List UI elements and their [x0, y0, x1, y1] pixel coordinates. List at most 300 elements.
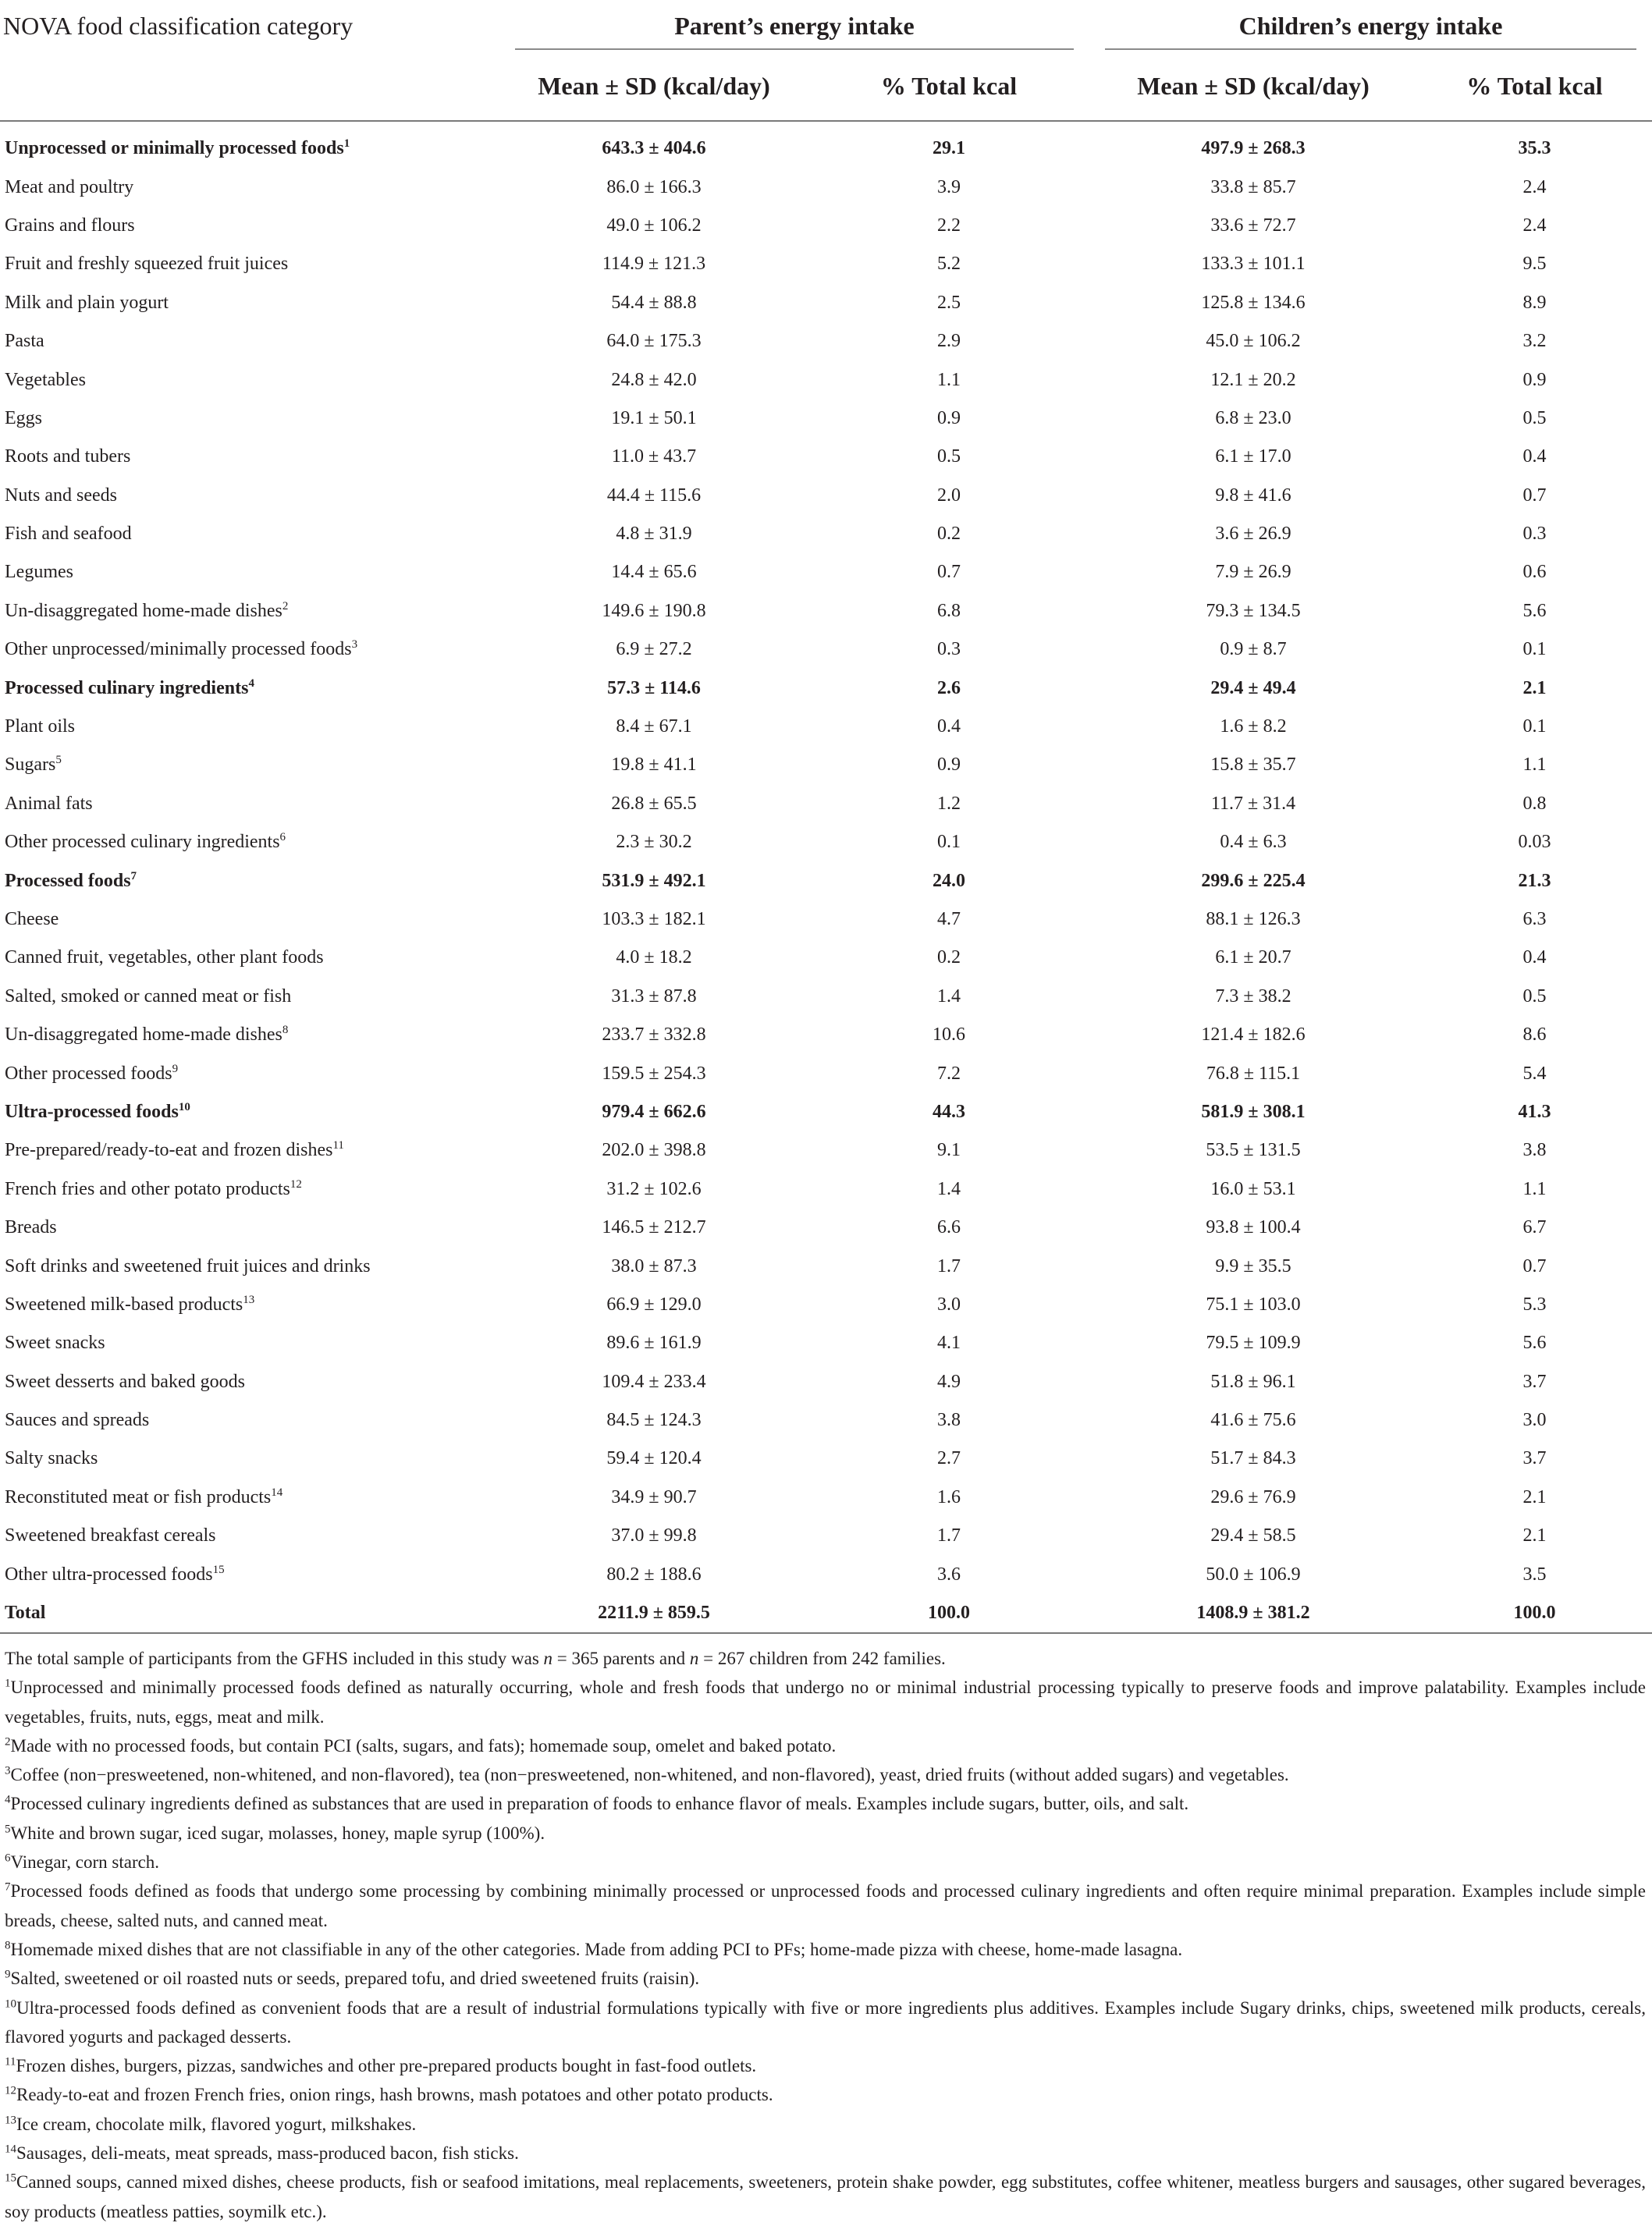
row-category-text: Salty snacks: [5, 1448, 98, 1469]
sample-n-parents-symbol: n: [543, 1649, 553, 1668]
footnote-text: Homemade mixed dishes that are not classifiable in any of the other categories. Made from adding PCI to PFs; home-made pizza with cheese, home-made lasagna.: [10, 1939, 1183, 1959]
parents-mean-sd-cell: 37.0 ± 99.8: [611, 1525, 697, 1546]
table-row: [0, 939, 1652, 977]
header-row-groups: [0, 0, 1652, 51]
parents-mean-sd-cell: 19.8 ± 41.1: [611, 755, 697, 776]
table-row: [0, 553, 1652, 591]
row-category-label: [0, 553, 499, 591]
table-row: [0, 207, 1652, 245]
children-mean-sd-cell: 1.6 ± 8.2: [1220, 716, 1287, 737]
children-pct-cell: 0.03: [1518, 832, 1551, 853]
row-category-text: Pre-prepared/ready-to-eat and frozen dishes: [5, 1140, 333, 1161]
row-category-label: [0, 207, 499, 245]
children-mean-sd-cell: 51.7 ± 84.3: [1210, 1448, 1296, 1469]
children-mean-sd-cell: 6.1 ± 20.7: [1215, 947, 1291, 968]
row-category-label: [0, 1555, 499, 1593]
table-row: [0, 592, 1652, 630]
children-mean-sd-cell: 9.8 ± 41.6: [1215, 485, 1291, 506]
row-category-text: Roots and tubers: [5, 446, 131, 467]
footnote: [5, 1673, 1646, 1731]
sample-note-text-c: = 267 children from 242 families.: [698, 1649, 946, 1668]
children-mean-sd-cell: 1408.9 ± 381.2: [1089, 1594, 1417, 1633]
table-row: [0, 1363, 1652, 1401]
parents-group-header: [499, 0, 1089, 51]
footnote-number: 8: [5, 1939, 11, 1952]
table-row: [0, 438, 1652, 476]
footnote-text: White and brown sugar, iced sugar, molasses, honey, maple syrup (100%).: [10, 1823, 545, 1843]
row-category-text: Sweet snacks: [5, 1333, 105, 1354]
children-mean-sd-cell: 15.8 ± 35.7: [1210, 755, 1296, 776]
row-category-text: Other processed foods: [5, 1063, 172, 1084]
parents-mean-sd-cell: 6.9 ± 27.2: [616, 639, 692, 660]
row-category-text: Other processed culinary ingredients: [5, 832, 280, 853]
children-pct-cell: 0.4: [1522, 947, 1547, 968]
children-pct-cell: 8.9: [1522, 292, 1547, 313]
parents-pct-cell: 1.7: [937, 1525, 961, 1546]
row-category-text: Canned fruit, vegetables, other plant foods: [5, 947, 324, 968]
table-row: [0, 515, 1652, 553]
parents-pct-cell: 3.0: [937, 1294, 961, 1315]
table-row: [0, 1209, 1652, 1247]
children-mean-sd-cell: 7.3 ± 38.2: [1215, 985, 1291, 1007]
category-column-header: NOVA food classification category: [3, 11, 353, 40]
children-pct-cell: 0.1: [1522, 639, 1547, 660]
parents-pct-cell: 2.6: [937, 677, 961, 698]
row-category-text: Eggs: [5, 407, 42, 428]
table-row: [0, 477, 1652, 515]
row-category-label: [0, 978, 499, 1016]
parents-pct-cell: 1.2: [937, 793, 961, 814]
footnote-marker: 4: [248, 676, 254, 690]
row-category-label: [0, 245, 499, 283]
row-category-label: [0, 1170, 499, 1209]
footnote-number: 5: [5, 1823, 11, 1836]
table-row: [0, 1324, 1652, 1362]
children-mean-sd-cell: 79.3 ± 134.5: [1206, 600, 1301, 621]
footnote: [5, 2139, 1646, 2168]
footnote-text: Salted, sweetened or oil roasted nuts or seeds, prepared tofu, and dried sweetened fruits (raisin).: [10, 1969, 700, 1989]
footnote-number: 11: [5, 2055, 16, 2068]
children-mean-sd-cell: 41.6 ± 75.6: [1210, 1410, 1296, 1431]
row-category-label: [0, 1093, 499, 1131]
row-category-label: [0, 900, 499, 939]
parents-pct-cell: 0.1: [937, 832, 961, 853]
table-row: [0, 785, 1652, 823]
children-mean-sd-cell: 29.4 ± 58.5: [1210, 1525, 1296, 1546]
children-mean-sd-cell: 299.6 ± 225.4: [1201, 870, 1306, 891]
row-category-text: Nuts and seeds: [5, 485, 117, 506]
row-category-text: Sugars: [5, 755, 56, 776]
children-pct-cell: 3.7: [1522, 1371, 1547, 1392]
parents-mean-sd-cell: 2.3 ± 30.2: [616, 832, 692, 853]
footnote-number: 12: [5, 2084, 16, 2097]
footnote-text: Sausages, deli-meats, meat spreads, mass-produced bacon, fish sticks.: [16, 2143, 519, 2164]
children-group-header: [1089, 0, 1652, 51]
children-mean-sd-header: Mean ± SD (kcal/day): [1089, 51, 1417, 121]
children-pct-cell: 2.1: [1522, 1486, 1547, 1507]
row-category-text: Vegetables: [5, 369, 86, 390]
row-category-label: [0, 322, 499, 360]
children-pct-cell: 0.6: [1522, 562, 1547, 583]
row-category-label: [0, 1324, 499, 1362]
parents-mean-sd-cell: 103.3 ± 182.1: [602, 909, 706, 929]
row-category-label: [0, 861, 499, 900]
parents-pct-cell: 3.8: [937, 1410, 961, 1431]
children-pct-cell: 0.7: [1522, 1255, 1547, 1277]
table-row: [0, 861, 1652, 900]
row-category-label: [0, 121, 499, 168]
footnote-marker: 12: [290, 1177, 302, 1191]
row-category-text: Meat and poultry: [5, 176, 134, 197]
children-pct-cell: 9.5: [1522, 254, 1547, 275]
children-pct-cell: 3.8: [1522, 1140, 1547, 1161]
row-category-text: Pasta: [5, 331, 44, 352]
children-mean-sd-cell: 45.0 ± 106.2: [1206, 331, 1301, 352]
children-mean-sd-cell: 9.9 ± 35.5: [1215, 1255, 1291, 1277]
children-mean-sd-cell: 6.8 ± 23.0: [1215, 407, 1291, 428]
children-pct-cell: 2.1: [1522, 677, 1547, 698]
footnote-text: Processed foods defined as foods that undergo some processing by combining minimally processed or unprocessed foods and processed culinary ingredients and often require minimal preparation. Examples include simple breads, cheese, salted nuts, and canned meat.: [5, 1881, 1646, 1930]
children-pct-cell: 35.3: [1518, 138, 1551, 159]
parents-pct-cell: 100.0: [808, 1594, 1089, 1633]
footnote-number: 2: [5, 1735, 11, 1749]
row-category-label: [0, 939, 499, 977]
table-footnotes: [5, 1644, 1646, 2226]
row-category-label: [0, 669, 499, 707]
children-mean-sd-cell: 88.1 ± 126.3: [1206, 909, 1301, 929]
parents-mean-sd-cell: 146.5 ± 212.7: [602, 1217, 706, 1238]
table-row: [0, 168, 1652, 206]
row-category-label: [0, 1363, 499, 1401]
footnote-marker: 1: [343, 137, 350, 151]
children-pct-header: % Total kcal: [1417, 51, 1652, 121]
children-pct-cell: 1.1: [1522, 1178, 1547, 1199]
table-row: [0, 245, 1652, 283]
parents-mean-sd-cell: 19.1 ± 50.1: [611, 407, 697, 428]
children-pct-cell: 5.3: [1522, 1294, 1547, 1315]
row-category-text: Sweetened milk-based products: [5, 1294, 243, 1315]
row-category-text: Grains and flours: [5, 215, 135, 236]
row-category-label: [0, 1016, 499, 1054]
parents-pct-cell: 10.6: [933, 1024, 965, 1046]
footnote: [5, 2168, 1646, 2226]
children-mean-sd-cell: 7.9 ± 26.9: [1215, 562, 1291, 583]
row-category-label: [0, 1440, 499, 1478]
children-mean-sd-cell: 76.8 ± 115.1: [1206, 1063, 1301, 1084]
children-pct-cell: 5.4: [1522, 1063, 1547, 1084]
parents-mean-sd-cell: 57.3 ± 114.6: [607, 677, 701, 698]
footnote: [5, 1935, 1646, 1964]
parents-pct-cell: 0.5: [937, 446, 961, 467]
parents-mean-sd-cell: 89.6 ± 161.9: [606, 1333, 702, 1354]
parents-pct-cell: 0.3: [937, 639, 961, 660]
parents-mean-sd-cell: 4.0 ± 18.2: [616, 947, 692, 968]
header-row-columns: [0, 51, 1652, 121]
footnote-text: Made with no processed foods, but contain PCI (salts, sugars, and fats); homemade soup, omelet and baked potato.: [10, 1735, 837, 1756]
footnote-number: 4: [5, 1793, 11, 1806]
footnote-text: Ready-to-eat and frozen French fries, onion rings, hash browns, mash potatoes and other potato products.: [16, 2085, 773, 2105]
parents-mean-sd-cell: 643.3 ± 404.6: [602, 138, 706, 159]
children-pct-cell: 3.7: [1522, 1448, 1547, 1469]
parents-pct-cell: 29.1: [933, 138, 965, 159]
table-row: [0, 322, 1652, 360]
parents-mean-sd-cell: 8.4 ± 67.1: [616, 716, 692, 737]
children-mean-sd-cell: 29.6 ± 76.9: [1210, 1486, 1296, 1507]
parents-pct-cell: 9.1: [937, 1140, 961, 1161]
row-category-text: Cheese: [5, 909, 59, 929]
table-row: [0, 1170, 1652, 1209]
children-pct-cell: 8.6: [1522, 1024, 1547, 1046]
parents-mean-sd-cell: 44.4 ± 115.6: [606, 485, 702, 506]
row-category-label: [0, 1517, 499, 1555]
row-category-text: Milk and plain yogurt: [5, 292, 169, 313]
children-mean-sd-cell: 497.9 ± 268.3: [1201, 138, 1306, 159]
footnote-marker: 2: [282, 599, 289, 613]
children-mean-sd-cell: 50.0 ± 106.9: [1206, 1564, 1301, 1585]
footnote: [5, 1760, 1646, 1789]
footnote-marker: 6: [279, 831, 286, 844]
parents-mean-sd-cell: 531.9 ± 492.1: [602, 870, 706, 891]
footnote-marker: 14: [271, 1486, 283, 1499]
row-category-text: French fries and other potato products: [5, 1178, 290, 1199]
parents-pct-cell: 0.4: [937, 716, 961, 737]
table-row: [0, 1093, 1652, 1131]
children-pct-cell: 2.4: [1522, 215, 1547, 236]
parents-mean-sd-cell: 159.5 ± 254.3: [602, 1063, 706, 1084]
table-row: [0, 1517, 1652, 1555]
row-category-label: [0, 708, 499, 746]
parents-pct-cell: 24.0: [933, 870, 965, 891]
parents-mean-sd-cell: 24.8 ± 42.0: [611, 369, 697, 390]
parents-mean-sd-cell: 66.9 ± 129.0: [606, 1294, 702, 1315]
row-category-label: [0, 1594, 499, 1633]
row-category-text: Sweet desserts and baked goods: [5, 1371, 245, 1392]
footnote-text: Ultra-processed foods defined as convenient foods that are a result of industrial formulations typically with five or more ingredients plus additives. Examples include Sugary drinks, chips, sweetened milk products, cereals, flavored yogurts and packaged desserts.: [5, 1997, 1646, 2047]
children-pct-cell: 0.1: [1522, 716, 1547, 737]
children-pct-cell: 3.0: [1522, 1410, 1547, 1431]
row-category-label: [0, 592, 499, 630]
parents-mean-sd-cell: 109.4 ± 233.4: [602, 1371, 706, 1392]
footnote-text: Canned soups, canned mixed dishes, cheese products, fish or seafood imitations, meal replacements, sweeteners, protein shake powder, egg substitutes, coffee whitener, meatless burgers and sausages, other sugared beverages, soy products (meatless patties, soymilk etc.).: [5, 2172, 1646, 2221]
children-mean-sd-cell: 125.8 ± 134.6: [1201, 292, 1306, 313]
children-pct-cell: 0.5: [1522, 407, 1547, 428]
parents-mean-sd-cell: 11.0 ± 43.7: [611, 446, 697, 467]
parents-group-rule: [515, 48, 1074, 50]
children-pct-cell: 100.0: [1417, 1594, 1652, 1633]
table-row: [0, 1401, 1652, 1440]
parents-mean-sd-cell: 2211.9 ± 859.5: [499, 1594, 808, 1633]
row-category-text: Sauces and spreads: [5, 1410, 150, 1431]
footnote-marker: 13: [243, 1293, 255, 1306]
children-mean-sd-cell: 33.6 ± 72.7: [1210, 215, 1296, 236]
row-category-text: Processed culinary ingredients: [5, 677, 249, 698]
table-row: [0, 1054, 1652, 1092]
row-category-label: [0, 1054, 499, 1092]
children-mean-sd-cell: 93.8 ± 100.4: [1206, 1217, 1301, 1238]
children-mean-sd-cell: 33.8 ± 85.7: [1210, 176, 1296, 197]
table-row: [0, 1440, 1652, 1478]
children-mean-sd-cell: 133.3 ± 101.1: [1201, 254, 1306, 275]
row-category-label: [0, 1286, 499, 1324]
children-pct-cell: 5.6: [1522, 1333, 1547, 1354]
parents-pct-cell: 1.4: [937, 1178, 961, 1199]
table-row: [0, 284, 1652, 322]
row-category-text: Animal fats: [5, 793, 93, 814]
table-body: [0, 121, 1652, 1633]
children-mean-sd-cell: 16.0 ± 53.1: [1210, 1178, 1296, 1199]
sample-n-children-symbol: n: [689, 1649, 699, 1668]
table-row: [0, 669, 1652, 707]
parents-mean-sd-cell: 202.0 ± 398.8: [602, 1140, 706, 1161]
children-pct-cell: 6.7: [1522, 1217, 1547, 1238]
parents-pct-cell: 4.1: [937, 1333, 961, 1354]
row-category-label: [0, 438, 499, 476]
row-category-label: [0, 1401, 499, 1440]
children-pct-cell: 5.6: [1522, 600, 1547, 621]
parents-mean-sd-cell: 233.7 ± 332.8: [602, 1024, 706, 1046]
parents-mean-sd-cell: 54.4 ± 88.8: [611, 292, 697, 313]
footnote-number: 14: [5, 2143, 16, 2156]
row-category-text: Ultra-processed foods: [5, 1101, 179, 1122]
footnote-marker: 7: [130, 869, 137, 882]
children-mean-sd-cell: 121.4 ± 182.6: [1201, 1024, 1306, 1046]
children-pct-cell: 3.5: [1522, 1564, 1547, 1585]
row-category-text: Plant oils: [5, 716, 76, 737]
parents-pct-cell: 4.9: [937, 1371, 961, 1392]
children-pct-cell: 0.5: [1522, 985, 1547, 1007]
parents-pct-cell: 2.0: [937, 485, 961, 506]
footnote-number: 3: [5, 1764, 11, 1777]
footnote: [5, 2110, 1646, 2139]
table-row: [0, 1016, 1652, 1054]
table-row: [0, 1286, 1652, 1324]
row-category-label: [0, 399, 499, 438]
parents-pct-cell: 6.6: [937, 1217, 961, 1238]
row-category-text: Fish and seafood: [5, 524, 132, 545]
row-category-text: Salted, smoked or canned meat or fish: [5, 985, 292, 1007]
parents-mean-sd-header: Mean ± SD (kcal/day): [499, 51, 808, 121]
parents-mean-sd-cell: 38.0 ± 87.3: [611, 1255, 697, 1277]
footnote: [5, 1731, 1646, 1760]
footnote-text: Unprocessed and minimally processed foods defined as naturally occurring, whole and fresh foods that undergo no or minimal industrial processing typically to preserve foods and improve palatability. Examples include vegetables, fruits, nuts, eggs, meat and milk.: [5, 1678, 1646, 1727]
parents-pct-cell: 6.8: [937, 600, 961, 621]
table-row: [0, 1479, 1652, 1517]
footnote-marker: 10: [178, 1100, 190, 1113]
parents-mean-sd-cell: 64.0 ± 175.3: [606, 331, 702, 352]
table-row: [0, 121, 1652, 168]
row-category-label: [0, 785, 499, 823]
parents-mean-sd-cell: 84.5 ± 124.3: [606, 1410, 702, 1431]
parents-mean-sd-cell: 31.2 ± 102.6: [606, 1178, 702, 1199]
parents-mean-sd-cell: 31.3 ± 87.8: [611, 985, 697, 1007]
footnote-text: Ice cream, chocolate milk, flavored yogurt, milkshakes.: [16, 2114, 417, 2134]
table-row: [0, 1247, 1652, 1285]
children-pct-cell: 41.3: [1518, 1101, 1551, 1122]
parents-pct-cell: 1.7: [937, 1255, 961, 1277]
children-mean-sd-cell: 53.5 ± 131.5: [1206, 1140, 1301, 1161]
table-row: [0, 1555, 1652, 1593]
row-category-label: [0, 1247, 499, 1285]
table-row: [0, 823, 1652, 861]
footnote-text: Vinegar, corn starch.: [10, 1852, 160, 1873]
footnote: [5, 1819, 1646, 1848]
children-pct-cell: 3.2: [1522, 331, 1547, 352]
parents-pct-cell: 0.9: [937, 407, 961, 428]
footnote: [5, 1848, 1646, 1877]
children-mean-sd-cell: 581.9 ± 308.1: [1201, 1101, 1306, 1122]
table-row: [0, 978, 1652, 1016]
parents-pct-cell: 0.2: [937, 947, 961, 968]
table-row: [0, 746, 1652, 784]
row-category-label: [0, 630, 499, 669]
footnote: [5, 2051, 1646, 2080]
row-category-text: Total: [5, 1603, 46, 1624]
sample-note-text-b: = 365 parents and: [552, 1649, 690, 1668]
table-row: [0, 708, 1652, 746]
parents-mean-sd-cell: 114.9 ± 121.3: [602, 254, 706, 275]
table-row: [0, 630, 1652, 669]
parents-pct-cell: 5.2: [937, 254, 961, 275]
children-pct-cell: 2.1: [1522, 1525, 1547, 1546]
row-category-label: [0, 477, 499, 515]
footnote-marker: 8: [282, 1024, 289, 1037]
row-category-text: Processed foods: [5, 870, 131, 891]
parents-group-label: Parent’s energy intake: [674, 11, 915, 40]
children-mean-sd-cell: 3.6 ± 26.9: [1215, 524, 1291, 545]
parents-pct-cell: 2.5: [937, 292, 961, 313]
children-pct-cell: 0.7: [1522, 485, 1547, 506]
footnote-text: Processed culinary ingredients defined as substances that are used in preparation of foods to enhance flavor of meals. Examples include sugars, butter, oils, and salt.: [10, 1794, 1189, 1814]
row-category-text: Other ultra-processed foods: [5, 1564, 213, 1585]
parents-pct-cell: 3.9: [937, 176, 961, 197]
row-category-label: [0, 823, 499, 861]
footnote-number: 1: [5, 1677, 11, 1690]
parents-mean-sd-cell: 149.6 ± 190.8: [602, 600, 706, 621]
children-pct-cell: 21.3: [1518, 870, 1551, 891]
row-category-label: [0, 284, 499, 322]
row-category-text: Fruit and freshly squeezed fruit juices: [5, 254, 289, 275]
parents-pct-header: % Total kcal: [808, 51, 1089, 121]
children-mean-sd-cell: 0.9 ± 8.7: [1220, 639, 1287, 660]
row-category-text: Reconstituted meat or fish products: [5, 1486, 272, 1507]
children-pct-cell: 6.3: [1522, 909, 1547, 929]
footnote-list: [5, 1673, 1646, 2226]
row-category-label: [0, 515, 499, 553]
parents-pct-cell: 4.7: [937, 909, 961, 929]
parents-pct-cell: 2.7: [937, 1448, 961, 1469]
parents-pct-cell: 44.3: [933, 1101, 965, 1122]
children-mean-sd-cell: 6.1 ± 17.0: [1215, 446, 1291, 467]
footnote-number: 9: [5, 1968, 11, 1981]
footnote-number: 10: [5, 1997, 16, 2010]
footnote-text: Coffee (non−presweetened, non-whitened, and non-flavored), tea (non−presweetened, non-whitened, and non-flavored), yeast, dried fruits (without added sugars) and vegetables.: [10, 1765, 1289, 1785]
table-row: [0, 1131, 1652, 1170]
footnote-marker: 11: [332, 1139, 344, 1152]
footnote: [5, 2080, 1646, 2109]
row-category-label: [0, 1479, 499, 1517]
row-category-text: Sweetened breakfast cereals: [5, 1525, 216, 1546]
footnote-marker: 9: [172, 1062, 179, 1075]
parents-pct-cell: 7.2: [937, 1063, 961, 1084]
children-mean-sd-cell: 79.5 ± 109.9: [1206, 1333, 1301, 1354]
row-category-label: [0, 1131, 499, 1170]
footnote-text: Frozen dishes, burgers, pizzas, sandwiches and other pre-prepared products bought in fast-food outlets.: [16, 2056, 757, 2076]
children-pct-cell: 0.3: [1522, 524, 1547, 545]
children-mean-sd-cell: 0.4 ± 6.3: [1220, 832, 1287, 853]
parents-pct-cell: 2.9: [937, 331, 961, 352]
row-category-label: [0, 746, 499, 784]
parents-pct-cell: 0.2: [937, 524, 961, 545]
